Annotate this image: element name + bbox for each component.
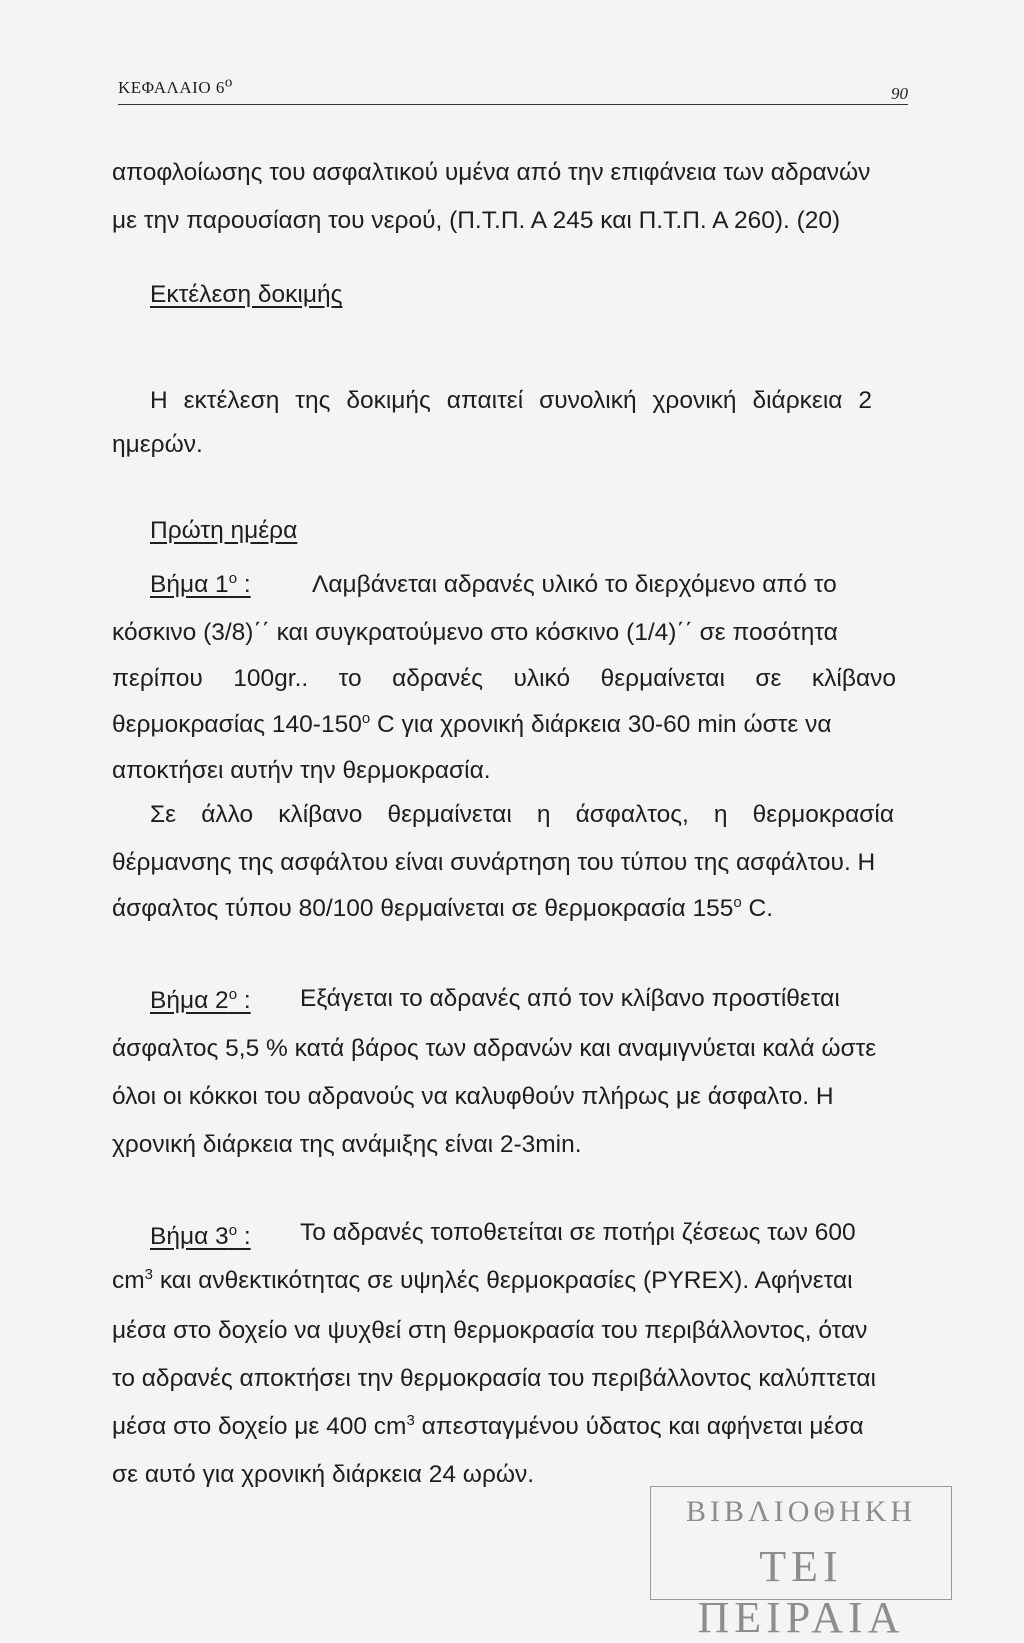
paragraph-line: κόσκινο (3/8)΄΄ και συγκρατούμενο στο κόσκινο (1/4)΄΄ σε ποσότητα: [112, 619, 838, 646]
paragraph-line: ημερών.: [112, 431, 203, 458]
paragraph-line: Σε άλλο κλίβανο θερμαίνεται η άσφαλτος, η θερμοκρασία: [150, 801, 894, 828]
paragraph-line: Λαμβάνεται αδρανές υλικό το διερχόμενο από το: [312, 571, 837, 598]
paragraph-line: μέσα στο δοχείο με 400 $cm^3$ απεσταγμένου ύδατος και αφήνεται μέσα: [112, 1411, 864, 1440]
paragraph-line: αποκτήσει αυτήν την θερμοκρασία.: [112, 757, 491, 784]
page-header: [118, 70, 908, 105]
library-stamp: [650, 1486, 952, 1642]
stamp-line: ΤΕΙ ΠΕΙΡΑΙΑ: [697, 1542, 905, 1642]
chapter-label: ΚΕΦΑΛΑΙΟ $6^o$: [118, 74, 233, 97]
step2-heading: Βήμα $2^o$ :: [150, 985, 251, 1014]
paragraph-line: Η εκτέλεση της δοκιμής απαιτεί συνολική χρονική διάρκεια 2: [150, 387, 872, 414]
paragraph-line: περίπου 100gr.. το αδρανές υλικό θερμαίνεται σε κλίβανο: [112, 665, 896, 692]
paragraph-line: $cm^3$ και ανθεκτικότητας σε υψηλές θερμοκρασίες (PYREX). Αφήνεται: [112, 1265, 853, 1294]
paragraph-line: άσφαλτος 5,5 % κατά βάρος των αδρανών και αναμιγνύεται καλά ώστε: [112, 1035, 877, 1062]
paragraph-line: όλοι οι κόκκοι του αδρανούς να καλυφθούν πλήρως με άσφαλτο. Η: [112, 1083, 834, 1110]
step3-heading: Βήμα $3^o$ :: [150, 1221, 251, 1250]
step1-heading: Βήμα $1^o$ :: [150, 569, 251, 598]
paragraph-line: Εξάγεται το αδρανές από τον κλίβανο προστίθεται: [300, 985, 840, 1012]
paragraph-line: μέσα στο δοχείο να ψυχθεί στη θερμοκρασία του περιβάλλοντος, όταν: [112, 1317, 868, 1344]
page-number: 90: [891, 84, 908, 103]
stamp-line: ΒΙΒΛΙΟΘΗΚΗ: [685, 1495, 917, 1528]
paragraph-line: με την παρουσίαση του νερού, (Π.Τ.Π. Α 245 και Π.Τ.Π. Α 260). (20): [112, 207, 841, 234]
paragraph-line: αποφλοίωσης του ασφαλτικού υμένα από την επιφάνεια των αδρανών: [112, 159, 871, 186]
paragraph-line: θερμοκρασίας $140-150^o$ C για χρονική διάρκεια 30-60 min ώστε να: [112, 709, 832, 738]
section-title: Εκτέλεση δοκιμής: [150, 281, 343, 308]
paragraph-line: σε αυτό για χρονική διάρκεια 24 ωρών.: [112, 1461, 535, 1488]
paragraph-line: το αδρανές αποκτήσει την θερμοκρασία του περιβάλλοντος καλύπτεται: [112, 1365, 876, 1392]
paragraph-line: Το αδρανές τοποθετείται σε ποτήρι ζέσεως των 600: [300, 1219, 856, 1246]
paragraph-line: άσφαλτος τύπου 80/100 θερμαίνεται σε θερμοκρασία $155^o$ C.: [112, 893, 773, 922]
paragraph-line: χρονική διάρκεια της ανάμιξης είναι 2-3min.: [112, 1131, 582, 1158]
paragraph-line: θέρμανσης της ασφάλτου είναι συνάρτηση του τύπου της ασφάλτου. Η: [112, 849, 876, 876]
day-title: Πρώτη ημέρα: [150, 517, 298, 544]
